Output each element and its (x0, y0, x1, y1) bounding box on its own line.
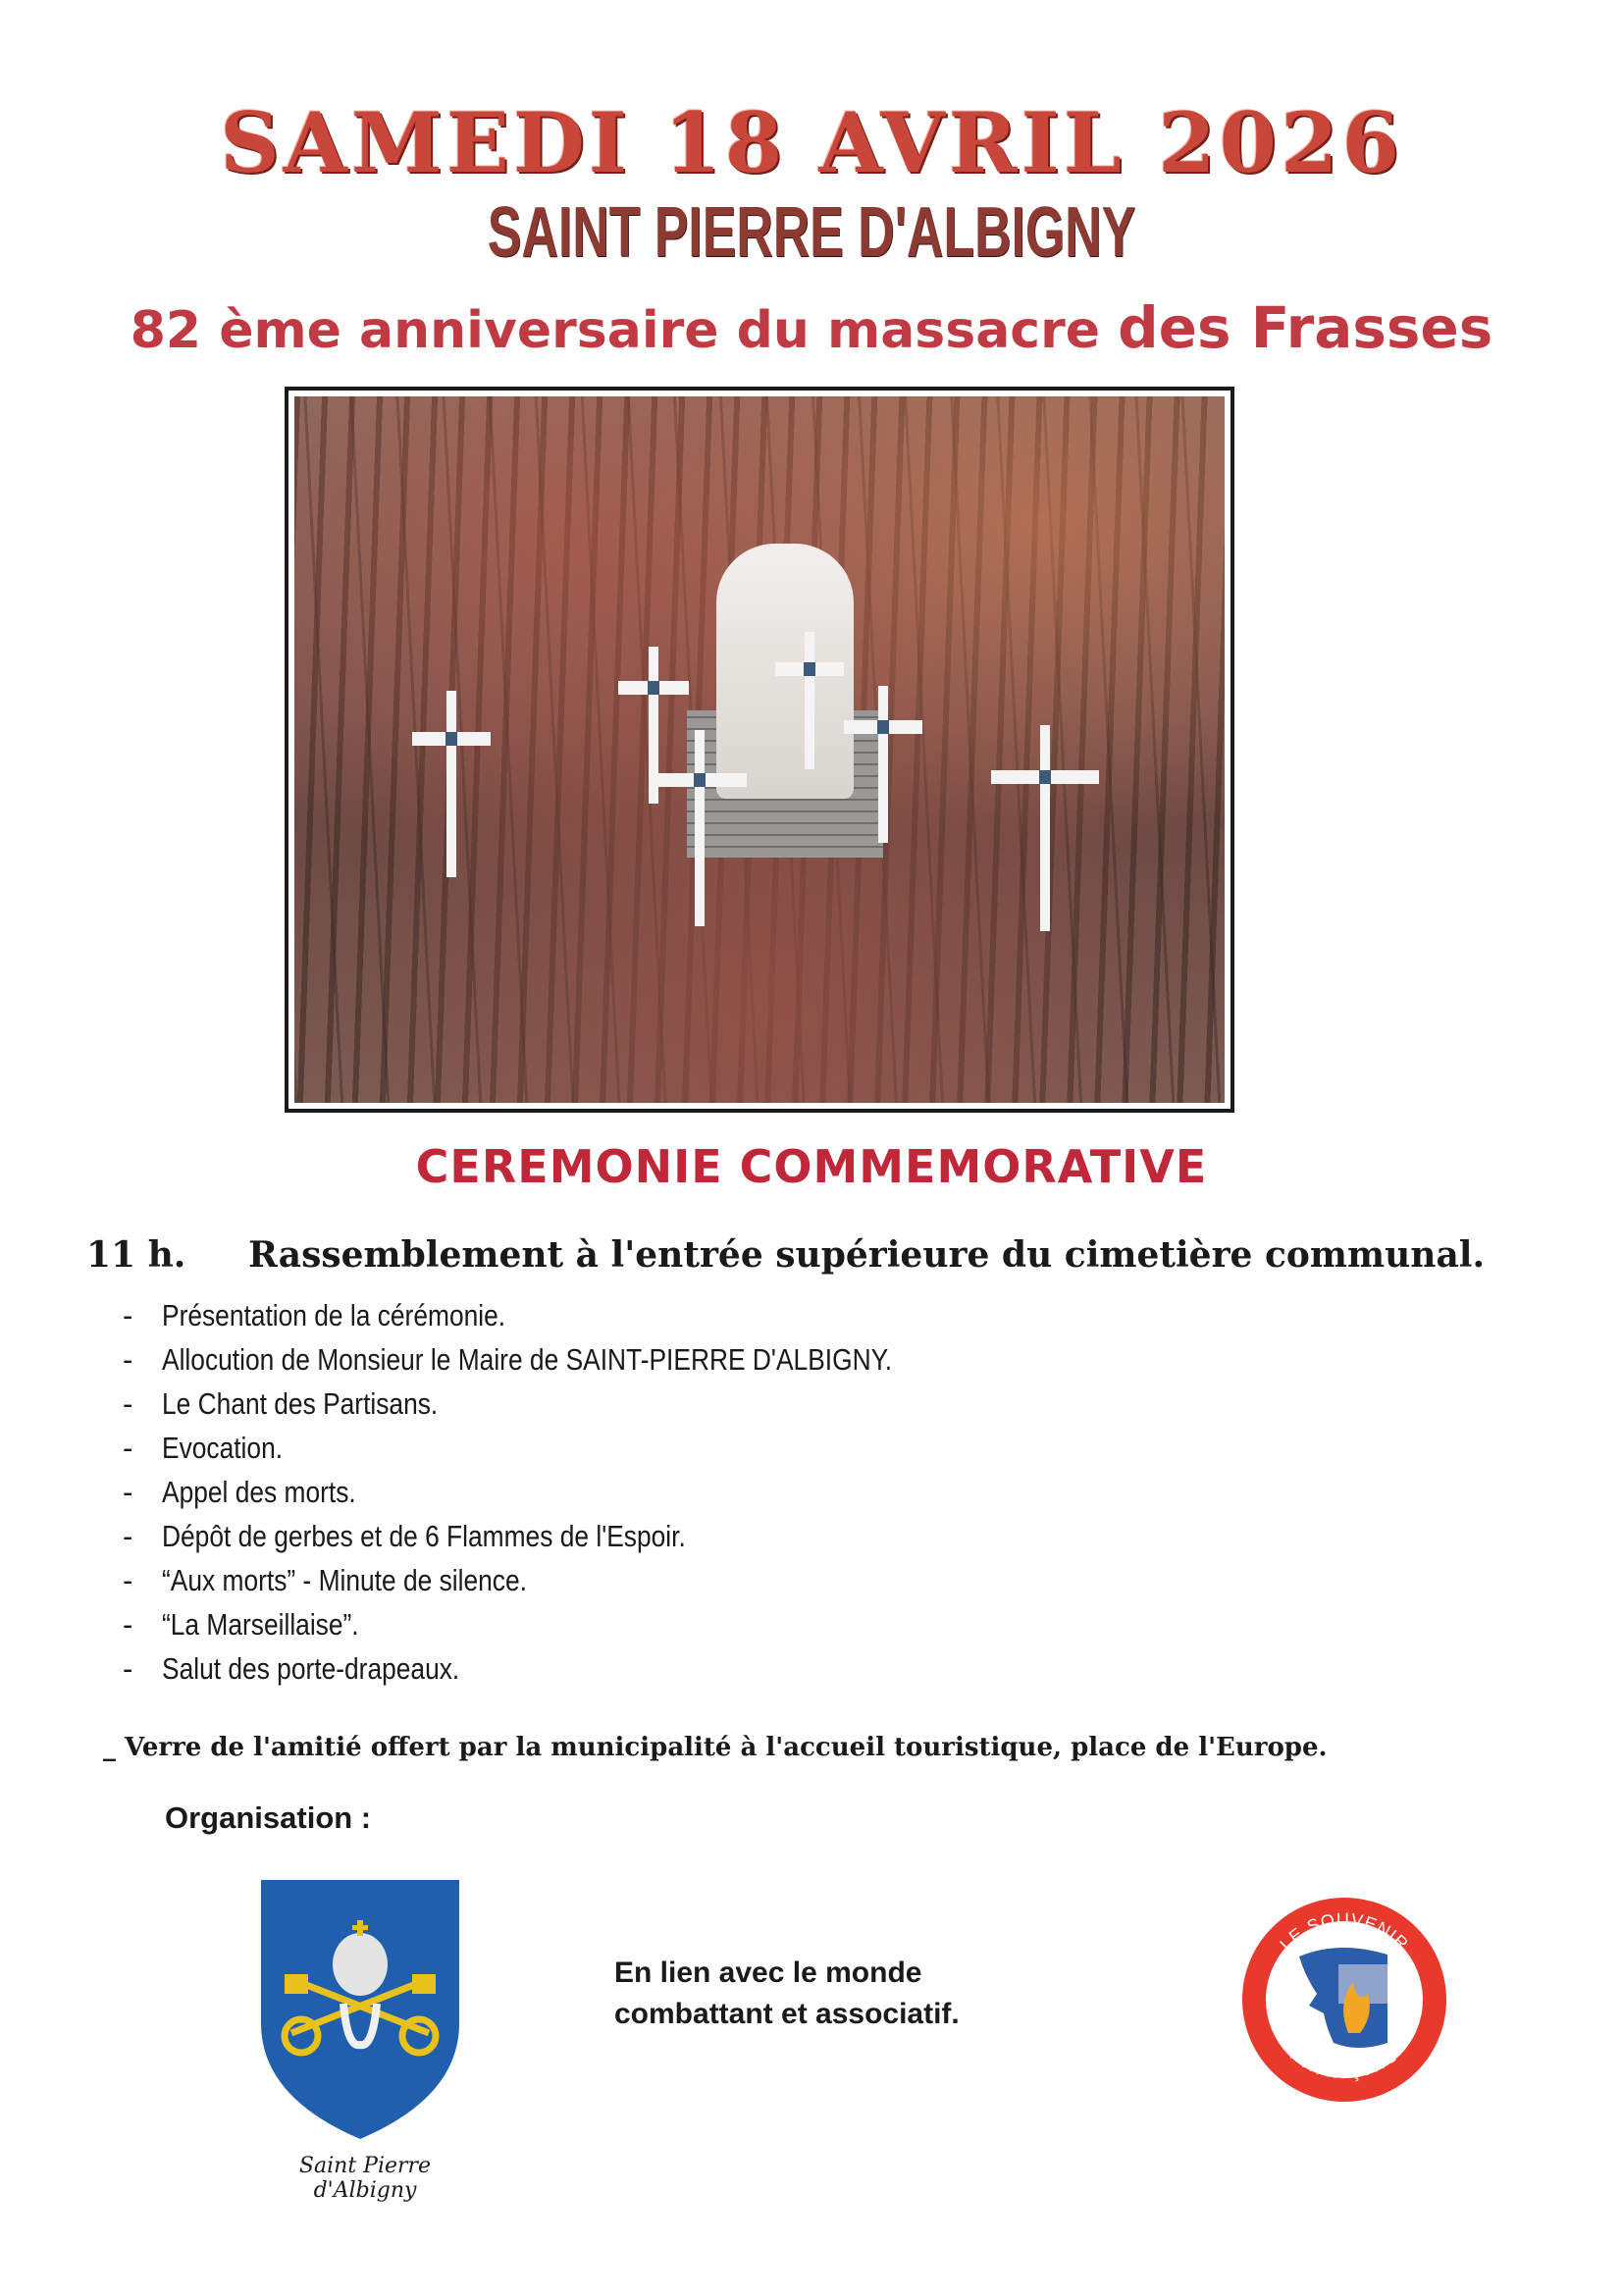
crest-caption: Saint Pierre d'Albigny (298, 2154, 432, 2203)
memorial-photo (294, 396, 1225, 1103)
program-item: - Appel des morts. (123, 1475, 356, 1509)
program-list (123, 1293, 1021, 1691)
partner-line-1: En lien avec le monde (614, 1957, 922, 1989)
program-item: - Allocution de Monsieur le Maire de SAINT-PIERRE D'ALBIGNY. (123, 1342, 893, 1377)
gathering-text: Rassemblement à l'entrée supérieure du cimetière communal. (248, 1234, 1485, 1276)
program-item: - Evocation. (123, 1431, 284, 1465)
event-date-title: SAMEDI 18 AVRIL 2026 (220, 94, 1403, 191)
program-item: - Dépôt de gerbes et de 6 Flammes de l'Espoir. (123, 1519, 686, 1553)
program-item: - Le Chant des Partisans. (123, 1386, 439, 1421)
gathering-time: 11 h. (86, 1234, 186, 1276)
anniversary-subtitle (0, 294, 1623, 361)
svg-text:FRANÇAIS: FRANÇAIS (1285, 2044, 1403, 2083)
program-item: - Présentation de la cérémonie. (123, 1298, 506, 1332)
cross-icon (775, 632, 844, 769)
town-crest-icon (257, 1876, 463, 2141)
anniversary-suffix: des Frasses (1118, 294, 1493, 361)
partner-line-2: combattant et associatif. (614, 1998, 960, 2030)
program-item: - Salut des porte-drapeaux. (123, 1651, 460, 1686)
svg-text:LE SOUVENIR: LE SOUVENIR (1276, 1908, 1413, 1955)
reception-note: _ Verre de l'amitié offert par la municipalité à l'accueil touristique, place de l'Europe. (103, 1733, 1328, 1762)
cross-icon (991, 725, 1099, 931)
gathering-line (86, 1234, 1485, 1276)
organisation-label: Organisation : (165, 1800, 372, 1835)
memorial-photo-frame (285, 387, 1234, 1113)
partner-text (614, 1953, 960, 2035)
cross-icon (412, 691, 491, 877)
cross-icon (653, 730, 747, 926)
program-item: - “Aux morts” - Minute de silence. (123, 1563, 527, 1597)
cross-icon (844, 686, 922, 843)
ceremony-title: CEREMONIE COMMEMORATIVE (415, 1140, 1208, 1193)
program-item: - “La Marseillaise”. (123, 1607, 359, 1642)
anniversary-prefix: 82 ème anniversaire du massacre (130, 301, 1119, 360)
souvenir-francais-logo-icon (1240, 1896, 1448, 2104)
town-title: SAINT PIERRE D'ALBIGNY (487, 193, 1136, 272)
